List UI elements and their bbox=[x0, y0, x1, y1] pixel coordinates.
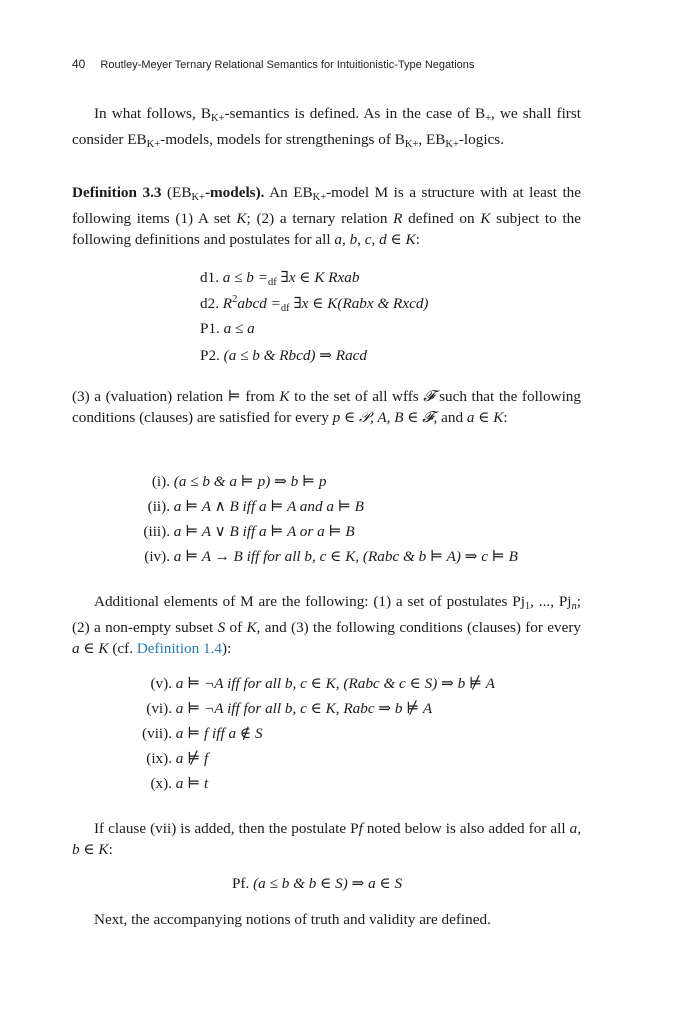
valuation-set-k: K bbox=[279, 388, 290, 405]
postulate-d2-sup: 2 bbox=[232, 294, 238, 305]
clause-ix-label: (ix). bbox=[146, 750, 172, 767]
additional-set-s: S bbox=[217, 619, 226, 636]
clause-ii bbox=[128, 497, 364, 516]
intro-text-1: In what follows, B bbox=[94, 105, 211, 122]
intro-text-5: , EB bbox=[418, 131, 446, 148]
definition-text-5: subject to the following definitions and postulates for all bbox=[72, 210, 581, 248]
clause-i-text: (a ≤ b & a ⊨ p) ⇒ b ⊨ p bbox=[173, 473, 327, 490]
additional-text-3: ; (2) a non-empty subset bbox=[72, 593, 581, 636]
intro-text-3: , we shall first consider EB bbox=[72, 105, 581, 148]
clause-vii bbox=[140, 724, 263, 743]
definition-text-1: An EB bbox=[269, 184, 313, 201]
postulate-pf-text: (a ≤ b & b ∈ S) ⇒ a ∈ S bbox=[253, 875, 403, 892]
valuation-paragraph bbox=[72, 386, 581, 428]
postulate-d2-df: df bbox=[280, 303, 290, 314]
definition-name-a: (EB bbox=[166, 184, 192, 201]
clause-x bbox=[140, 774, 208, 793]
running-header bbox=[72, 57, 612, 71]
definition-set-k3: K bbox=[405, 231, 416, 248]
postulate-p1 bbox=[200, 320, 255, 338]
definition-set-k2: K bbox=[480, 210, 491, 227]
additional-text-4: of bbox=[225, 619, 247, 636]
clause-iv bbox=[128, 547, 518, 566]
definition-vars: a, b, c, d bbox=[334, 231, 387, 248]
postulate-d1-rhs: ∃x ∈ K Rxab bbox=[276, 269, 360, 286]
intro-text-6: -logics. bbox=[458, 131, 505, 148]
additional-sub-n: n bbox=[571, 601, 577, 612]
clause-vii-para-text-2: noted below is also added for all bbox=[362, 820, 570, 837]
clause-ii-text: a ⊨ A ∧ B iff a ⊨ A and a ⊨ B bbox=[173, 498, 364, 515]
additional-a: a ∈ K bbox=[72, 640, 109, 657]
clause-v bbox=[140, 674, 495, 693]
intro-sub-5: K+ bbox=[445, 139, 459, 150]
intro-sub-1: K+ bbox=[210, 113, 225, 124]
clause-vi-text: a ⊨ ¬A iff for all b, c ∈ K, Rabc ⇒ b ⊭ A bbox=[175, 700, 433, 717]
valuation-text-3: such that the following conditions (clauses) are satisfied for every bbox=[72, 388, 581, 426]
valuation-text-4: and bbox=[437, 409, 467, 426]
clause-v-text: a ⊨ ¬A iff for all b, c ∈ K, (Rabc & c ∈ S) ⇒ b ⊭ A bbox=[175, 675, 495, 692]
additional-set-k: K bbox=[246, 619, 257, 636]
page-number: 40 bbox=[72, 57, 86, 71]
definition-relation-r: R bbox=[393, 210, 403, 227]
postulate-d1-df: df bbox=[267, 277, 277, 288]
definition-text-3: ; (2) a ternary relation bbox=[246, 210, 394, 227]
additional-sub-1: 1 bbox=[524, 601, 531, 612]
valuation-wffs: 𝓕 bbox=[423, 388, 435, 405]
intro-paragraph bbox=[72, 103, 581, 155]
postulate-d2 bbox=[200, 294, 428, 314]
valuation-text-1: (3) a (valuation) relation ⊨ from bbox=[72, 388, 280, 405]
postulate-d1-lhs: a ≤ b = bbox=[222, 269, 268, 286]
intro-text-2: -semantics is defined. As in the case of B bbox=[224, 105, 486, 122]
clause-iii-label: (iii). bbox=[143, 523, 170, 540]
clause-vi-label: (vi). bbox=[146, 700, 172, 717]
clause-ix-text: a ⊭ f bbox=[175, 750, 209, 767]
definition-label: Definition 3.3 bbox=[72, 184, 162, 201]
running-title: Routley-Meyer Ternary Relational Semantics for Intuitionistic-Type Negations bbox=[100, 59, 475, 71]
clause-i bbox=[128, 472, 326, 491]
intro-text-4: -models, models for strengthenings of B bbox=[160, 131, 405, 148]
additional-text-6: (cf. bbox=[108, 640, 137, 657]
postulate-d1-label: d1. bbox=[200, 269, 219, 286]
definition-text-7: : bbox=[415, 231, 420, 248]
valuation-text-5: : bbox=[503, 409, 508, 426]
postulate-d2-label: d2. bbox=[200, 295, 219, 312]
additional-text-2: , ..., Pj bbox=[530, 593, 572, 610]
clause-ii-label: (ii). bbox=[147, 498, 170, 515]
closing-paragraph bbox=[72, 909, 581, 930]
postulate-d1 bbox=[200, 268, 359, 288]
clause-iii-text: a ⊨ A ∨ B iff a ⊨ A or a ⊨ B bbox=[173, 523, 355, 540]
additional-text-1: Additional elements of M are the following: (1) a set of postulates Pj bbox=[94, 593, 525, 610]
clause-v-label: (v). bbox=[150, 675, 172, 692]
clause-vii-para-ab: a, b ∈ K bbox=[72, 820, 581, 858]
intro-sub-3: K+ bbox=[146, 139, 161, 150]
postulate-d2-rhs: ∃x ∈ K(Rabx & Rxcd) bbox=[289, 295, 429, 312]
clause-vii-label: (vii). bbox=[142, 725, 172, 742]
clause-iv-label: (iv). bbox=[144, 548, 170, 565]
intro-sub-2: + bbox=[485, 113, 492, 124]
definition-name-sub: K+ bbox=[191, 192, 205, 203]
additional-text-7: ): bbox=[222, 640, 232, 657]
definition-set-k: K bbox=[236, 210, 247, 227]
clause-iii bbox=[128, 522, 355, 541]
intro-sub-4: K+ bbox=[404, 139, 419, 150]
clause-x-label: (x). bbox=[150, 775, 172, 792]
postulate-d2-lhs: abcd = bbox=[237, 295, 281, 312]
additional-text-5: , and (3) the following conditions (clauses) for every bbox=[256, 619, 582, 636]
valuation-text-2: to the set of all wffs bbox=[289, 388, 424, 405]
clause-x-text: a ⊨ t bbox=[175, 775, 209, 792]
valuation-a: a ∈ K bbox=[466, 409, 504, 426]
clause-vii-para-text-1: If clause (vii) is added, then the postulate P bbox=[94, 820, 359, 837]
definition-paragraph bbox=[72, 182, 581, 250]
clause-vii-paragraph bbox=[72, 818, 581, 860]
definition-name-b: -models). bbox=[204, 184, 265, 201]
postulate-pf bbox=[232, 874, 402, 893]
postulate-p1-text: a ≤ a bbox=[223, 320, 255, 337]
additional-paragraph bbox=[72, 591, 581, 659]
clause-vii-text: a ⊨ f iff a ∉ S bbox=[175, 725, 263, 742]
postulate-p2-text: (a ≤ b & Rbcd) ⇒ Racd bbox=[223, 347, 368, 364]
postulate-p1-label: P1. bbox=[200, 320, 220, 337]
definition-text-6: ∈ bbox=[386, 231, 406, 248]
clause-i-label: (i). bbox=[151, 473, 170, 490]
clause-iv-text: a ⊨ A → B iff for all b, c ∈ K, (Rabc & b ⊨ A) ⇒ c ⊨ B bbox=[173, 548, 518, 565]
postulate-p2-label: P2. bbox=[200, 347, 220, 364]
valuation-vars: p ∈ 𝒫, A, B ∈ 𝓕, bbox=[332, 409, 438, 426]
definition-sub-1: K+ bbox=[312, 192, 327, 203]
clause-ix bbox=[140, 749, 208, 768]
definition-text-2: -model M is a structure with at least the following items (1) A set bbox=[72, 184, 582, 227]
clause-vi bbox=[140, 699, 432, 718]
definition-text-4: defined on bbox=[402, 210, 481, 227]
postulate-d2-r: R bbox=[222, 295, 233, 312]
postulate-p2 bbox=[200, 346, 367, 365]
postulate-pf-label: Pf. bbox=[232, 875, 250, 892]
closing-text: Next, the accompanying notions of truth and validity are defined. bbox=[94, 911, 491, 928]
definition-1-4-link[interactable]: Definition 1.4 bbox=[136, 640, 223, 657]
clause-vii-para-f: f bbox=[358, 820, 363, 837]
clause-vii-para-text-3: : bbox=[108, 841, 113, 858]
